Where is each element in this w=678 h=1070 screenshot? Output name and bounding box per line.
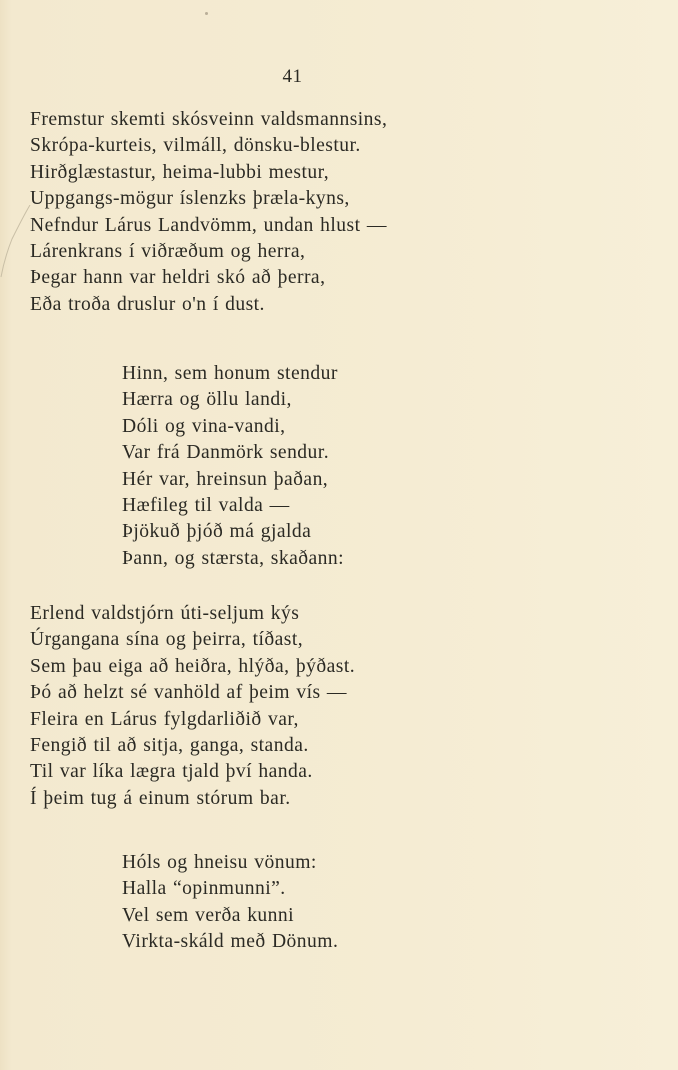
verse-line: Í þeim tug á einum stórum bar.: [30, 787, 291, 809]
verse-line: Hæfileg til valda —: [122, 495, 290, 517]
verse-line: Hóls og hneisu vönum:: [122, 852, 317, 873]
verse-line: Fengið til að sitja, ganga, standa.: [30, 735, 309, 757]
verse-line: Sem þau eiga að heiðra, hlýða, þýðast.: [30, 655, 356, 677]
verse-line: Þó að helzt sé vanhöld af þeim vís —: [30, 682, 347, 704]
verse-line: Þjökuð þjóð má gjalda: [122, 521, 312, 543]
verse-line: Var frá Danmörk sendur.: [122, 442, 330, 464]
verse-line: Vel sem verða kunni: [122, 904, 295, 926]
verse-line: Nefndur Lárus Landvömm, undan hlust —: [30, 214, 387, 236]
verse-line: Hirðglæstastur, heima-lubbi mestur,: [30, 161, 330, 183]
stanza-1: [30, 107, 387, 318]
stanza-2: [122, 361, 344, 572]
verse-line: Lárenkrans í viðræðum og herra,: [30, 241, 306, 263]
verse-line: Erlend valdstjórn úti-seljum kýs: [30, 603, 300, 624]
verse-line: Þann, og stærsta, skaðann:: [122, 547, 345, 569]
verse-line: Úrgangana sína og þeirra, tíðast,: [30, 629, 304, 651]
verse-line: Fleira en Lárus fylgdarliðið var,: [30, 708, 299, 730]
verse-line: Hærra og öllu landi,: [122, 389, 292, 411]
verse-line: Halla “opinmunni”.: [122, 878, 286, 900]
verse-line: Virkta-skáld með Dönum.: [122, 931, 339, 953]
paper-speck: [205, 12, 208, 15]
page-number: 41: [282, 66, 303, 87]
verse-line: Til var líka lægra tjald því handa.: [30, 761, 313, 783]
verse-line: Hinn, sem honum stendur: [122, 363, 338, 384]
verse-line: Skrópa-kurteis, vilmáll, dönsku-blestur.: [30, 135, 361, 157]
verse-line: Þegar hann var heldri skó að þerra,: [30, 267, 326, 289]
verse-line: Hér var, hreinsun þaðan,: [122, 468, 329, 490]
stanza-4: [122, 850, 338, 956]
verse-line: Dóli og vina-vandi,: [122, 415, 286, 437]
stanza-3: [30, 601, 355, 812]
verse-line: Uppgangs-mögur íslenzks þræla-kyns,: [30, 188, 350, 210]
verse-line: Fremstur skemti skósveinn valdsmannsins,: [30, 109, 388, 130]
verse-line: Eða troða druslur o'n í dust.: [30, 293, 265, 315]
